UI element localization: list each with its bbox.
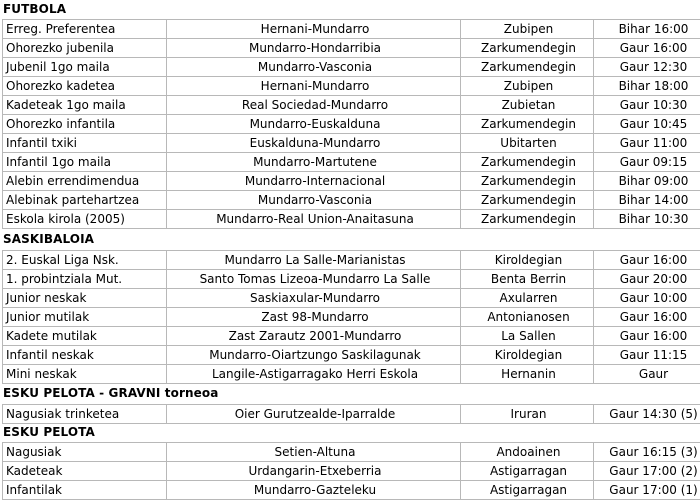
match-cell: Mundarro-Internacional bbox=[167, 172, 461, 191]
table-row bbox=[3, 289, 700, 308]
time-cell: Gaur 11:15 bbox=[594, 346, 700, 365]
time-cell: Gaur 10:00 bbox=[594, 289, 700, 308]
table-row bbox=[3, 443, 700, 462]
match-cell: Mundarro-Gazteleku bbox=[167, 481, 461, 500]
table-row bbox=[3, 462, 700, 481]
venue-cell: La Sallen bbox=[461, 327, 594, 346]
match-cell: Zast 98-Mundarro bbox=[167, 308, 461, 327]
category-cell: Ohorezko infantila bbox=[3, 115, 167, 134]
table-row bbox=[3, 191, 700, 210]
saskibaloia-table bbox=[2, 250, 700, 384]
venue-cell: Benta Berrin bbox=[461, 270, 594, 289]
match-cell: Santo Tomas Lizeoa-Mundarro La Salle bbox=[167, 270, 461, 289]
category-cell: Junior neskak bbox=[3, 289, 167, 308]
section-title-saskibaloia: SASKIBALOIA bbox=[3, 232, 95, 246]
esku-pelota-table bbox=[2, 442, 700, 500]
venue-cell: Zarkumendegin bbox=[461, 172, 594, 191]
table-row bbox=[3, 134, 700, 153]
time-cell: Gaur 17:00 (1) bbox=[594, 481, 700, 500]
category-cell: Eskola kirola (2005) bbox=[3, 210, 167, 229]
table-row bbox=[3, 308, 700, 327]
match-cell: Mundarro-Hondarribia bbox=[167, 39, 461, 58]
category-cell: Ohorezko jubenila bbox=[3, 39, 167, 58]
match-cell: Mundarro-Oiartzungo Saskilagunak bbox=[167, 346, 461, 365]
table-row bbox=[3, 58, 700, 77]
venue-cell: Kiroldegian bbox=[461, 346, 594, 365]
category-cell: Kadete mutilak bbox=[3, 327, 167, 346]
section-title-futbola: FUTBOLA bbox=[3, 2, 67, 16]
category-cell: Ohorezko kadetea bbox=[3, 77, 167, 96]
table-row bbox=[3, 77, 700, 96]
category-cell: Infantil 1go maila bbox=[3, 153, 167, 172]
venue-cell: Andoainen bbox=[461, 443, 594, 462]
category-cell: Junior mutilak bbox=[3, 308, 167, 327]
table-row bbox=[3, 251, 700, 270]
time-cell: Gaur 16:00 bbox=[594, 327, 700, 346]
table-row bbox=[3, 327, 700, 346]
venue-cell: Antonianosen bbox=[461, 308, 594, 327]
venue-cell: Zarkumendegin bbox=[461, 58, 594, 77]
category-cell: Kadeteak bbox=[3, 462, 167, 481]
category-cell: Nagusiak trinketea bbox=[3, 405, 167, 424]
venue-cell: Zarkumendegin bbox=[461, 153, 594, 172]
venue-cell: Zarkumendegin bbox=[461, 39, 594, 58]
time-cell: Gaur 10:30 bbox=[594, 96, 700, 115]
match-cell: Mundarro-Euskalduna bbox=[167, 115, 461, 134]
table-row bbox=[3, 481, 700, 500]
match-cell: Mundarro-Vasconia bbox=[167, 191, 461, 210]
esku-pelota-gravni-table bbox=[2, 404, 700, 424]
match-cell: Zast Zarautz 2001-Mundarro bbox=[167, 327, 461, 346]
venue-cell: Axularren bbox=[461, 289, 594, 308]
match-cell: Hernani-Mundarro bbox=[167, 20, 461, 39]
match-cell: Hernani-Mundarro bbox=[167, 77, 461, 96]
venue-cell: Astigarragan bbox=[461, 462, 594, 481]
match-cell: Mundarro-Martutene bbox=[167, 153, 461, 172]
time-cell: Bihar 16:00 bbox=[594, 20, 700, 39]
venue-cell: Astigarragan bbox=[461, 481, 594, 500]
match-cell: Mundarro-Vasconia bbox=[167, 58, 461, 77]
match-cell: Urdangarin-Etxeberria bbox=[167, 462, 461, 481]
table-row bbox=[3, 365, 700, 384]
time-cell: Gaur 11:00 bbox=[594, 134, 700, 153]
category-cell: Mini neskak bbox=[3, 365, 167, 384]
category-cell: Alebin errendimendua bbox=[3, 172, 167, 191]
time-cell: Gaur 16:00 bbox=[594, 251, 700, 270]
table-row bbox=[3, 115, 700, 134]
match-cell: Oier Gurutzealde-Iparralde bbox=[167, 405, 461, 424]
category-cell: Jubenil 1go maila bbox=[3, 58, 167, 77]
match-cell: Real Sociedad-Mundarro bbox=[167, 96, 461, 115]
table-row bbox=[3, 39, 700, 58]
category-cell: Nagusiak bbox=[3, 443, 167, 462]
time-cell: Gaur 09:15 bbox=[594, 153, 700, 172]
venue-cell: Kiroldegian bbox=[461, 251, 594, 270]
time-cell: Gaur 12:30 bbox=[594, 58, 700, 77]
table-row bbox=[3, 153, 700, 172]
venue-cell: Zubipen bbox=[461, 20, 594, 39]
category-cell: Alebinak partehartzea bbox=[3, 191, 167, 210]
time-cell: Gaur bbox=[594, 365, 700, 384]
time-cell: Bihar 14:00 bbox=[594, 191, 700, 210]
table-row bbox=[3, 96, 700, 115]
venue-cell: Zarkumendegin bbox=[461, 210, 594, 229]
table-row bbox=[3, 405, 700, 424]
table-row bbox=[3, 172, 700, 191]
section-title-esku-pelota-gravni: ESKU PELOTA - GRAVNI torneoa bbox=[3, 386, 219, 400]
category-cell: 2. Euskal Liga Nsk. bbox=[3, 251, 167, 270]
category-cell: 1. probintziala Mut. bbox=[3, 270, 167, 289]
category-cell: Kadeteak 1go maila bbox=[3, 96, 167, 115]
time-cell: Bihar 09:00 bbox=[594, 172, 700, 191]
table-row bbox=[3, 210, 700, 229]
table-row bbox=[3, 346, 700, 365]
venue-cell: Zubietan bbox=[461, 96, 594, 115]
time-cell: Gaur 17:00 (2) bbox=[594, 462, 700, 481]
match-cell: Mundarro La Salle-Marianistas bbox=[167, 251, 461, 270]
table-row bbox=[3, 270, 700, 289]
time-cell: Gaur 16:00 bbox=[594, 39, 700, 58]
match-cell: Mundarro-Real Union-Anaitasuna bbox=[167, 210, 461, 229]
time-cell: Gaur 16:00 bbox=[594, 308, 700, 327]
category-cell: Erreg. Preferentea bbox=[3, 20, 167, 39]
time-cell: Gaur 10:45 bbox=[594, 115, 700, 134]
match-cell: Euskalduna-Mundarro bbox=[167, 134, 461, 153]
time-cell: Bihar 10:30 bbox=[594, 210, 700, 229]
futbola-table bbox=[2, 19, 700, 229]
venue-cell: Ubitarten bbox=[461, 134, 594, 153]
category-cell: Infantil txiki bbox=[3, 134, 167, 153]
category-cell: Infantil neskak bbox=[3, 346, 167, 365]
venue-cell: Hernanin bbox=[461, 365, 594, 384]
time-cell: Gaur 16:15 (3) bbox=[594, 443, 700, 462]
time-cell: Gaur 20:00 bbox=[594, 270, 700, 289]
match-cell: Setien-Altuna bbox=[167, 443, 461, 462]
venue-cell: Zarkumendegin bbox=[461, 115, 594, 134]
time-cell: Bihar 18:00 bbox=[594, 77, 700, 96]
match-cell: Langile-Astigarragako Herri Eskola bbox=[167, 365, 461, 384]
match-cell: Saskiaxular-Mundarro bbox=[167, 289, 461, 308]
venue-cell: Iruran bbox=[461, 405, 594, 424]
section-title-esku-pelota: ESKU PELOTA bbox=[3, 425, 95, 439]
time-cell: Gaur 14:30 (5) bbox=[594, 405, 700, 424]
venue-cell: Zarkumendegin bbox=[461, 191, 594, 210]
table-row bbox=[3, 20, 700, 39]
venue-cell: Zubipen bbox=[461, 77, 594, 96]
category-cell: Infantilak bbox=[3, 481, 167, 500]
